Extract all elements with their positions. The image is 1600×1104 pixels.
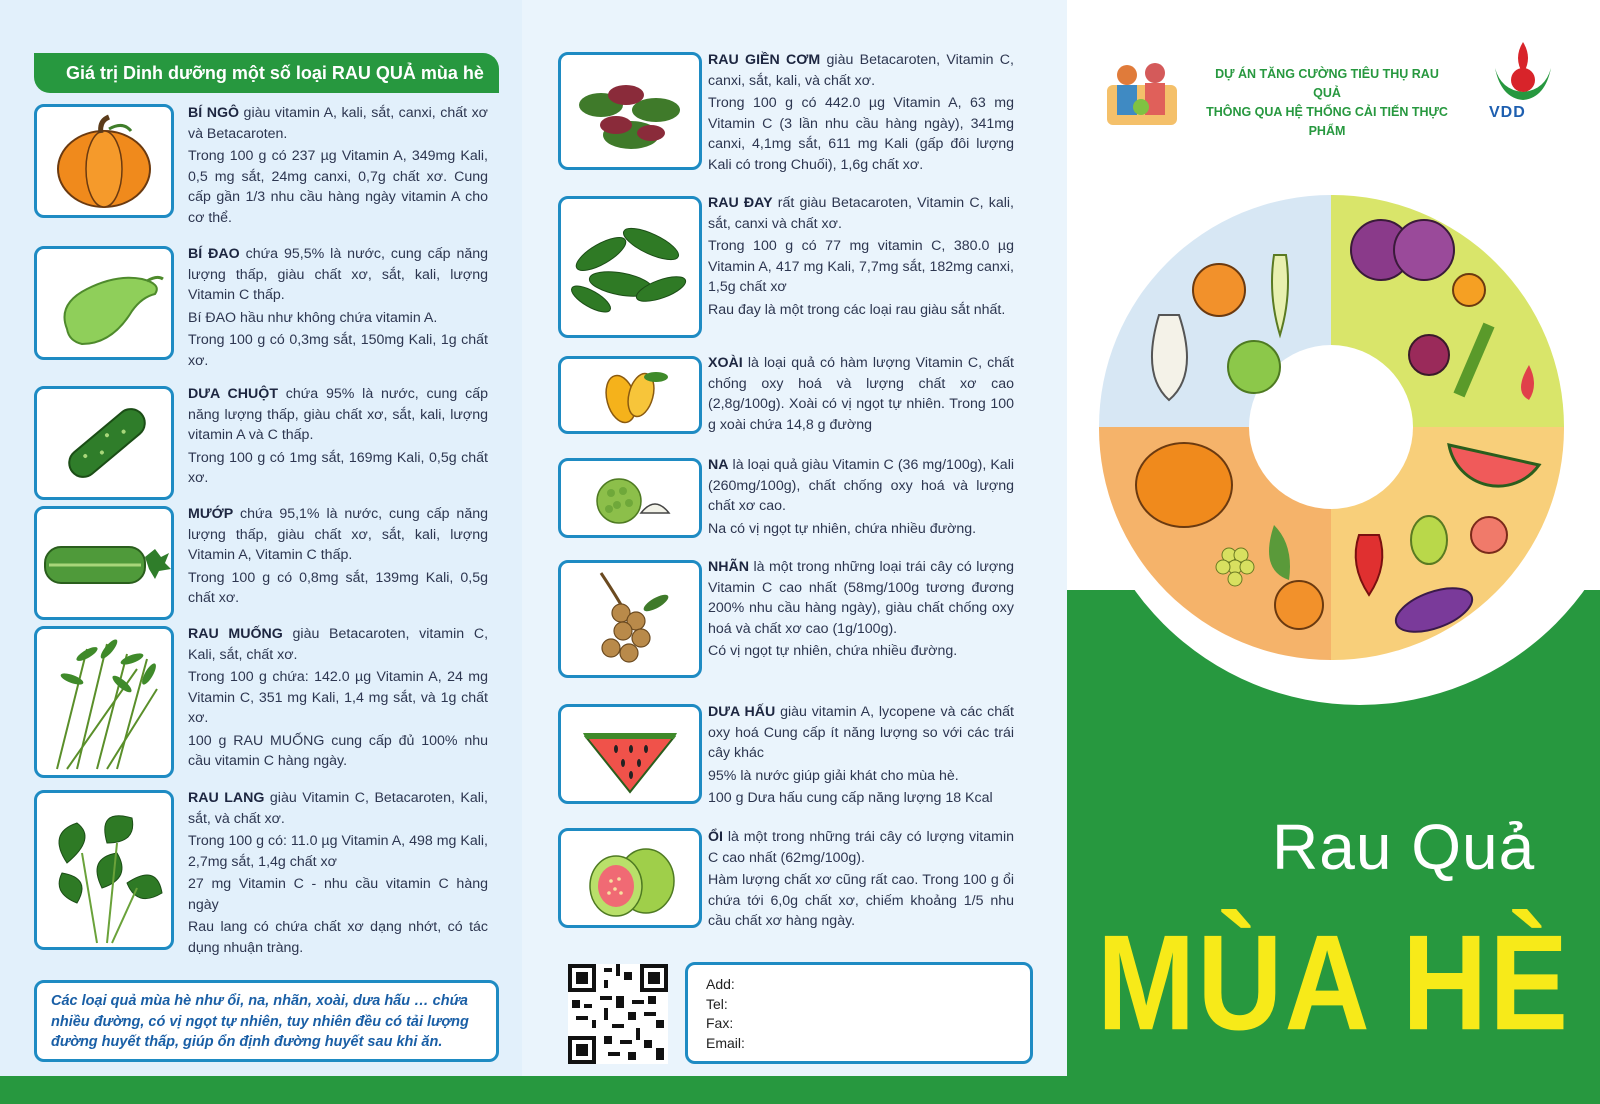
vegetable-wheel-illustration [1099, 195, 1564, 660]
bottom-green-strip [0, 1076, 1067, 1104]
longan-image [558, 560, 702, 678]
sweet-potato-leaves-text: RAU LANG giàu Vitamin C, Betacaroten, Kali, sắt, và chất xơ. Trong 100 g có: 11.0 µg Vitamin A, 498 mg Kali, 2,7mg sắt, 1,4g chất xơ 27 mg Vitamin C - nhu cầu vitamin C hàng ngày Rau lang có chứa chất xơ dạng nhớt, có tác dụng nhuận tràng. [188, 790, 488, 956]
winter-melon-text: BÍ ĐAO chứa 95,5% là nước, cung cấp năng lượng thấp, giàu chất xơ, sắt, kali, lượng Vitamin C thấp. Bí ĐAO hầu như không chứa vitamin A. Trong 100 g có 0,3mg sắt, 150mg Kali, 1g chất xơ. [188, 246, 489, 369]
guava-text: ỔI là một trong những trái cây có lượng vitamin C cao nhất (62mg/100g). Hàm lượng chất xơ cũng rất cao. Trong 100 g ổi chứa tới 6,0g chất xơ, chiếm khoảng 1/5 nhu cầu chất xơ hàng ngày. [708, 829, 1014, 929]
cucumber-text: DƯA CHUỘT chứa 95% là nước, cung cấp năng lượng thấp, giàu chất xơ, sắt, kali, lượng vitamin A và C thấp. Trong 100 g có 1mg sắt, 169mg Kali, 0,5g chất xơ. [188, 386, 488, 486]
longan-text: NHÃN là một trong những loại trái cây có lượng Vitamin C cao nhất (58mg/100g tương đương 200% nhu cầu hàng ngày), giàu chất chống oxy hoá và chất xơ cao (1g/100g). Có vị ngọt tự nhiên, chứa nhiều đường. [708, 559, 1014, 659]
custard-apple-text: NA là loại quả giàu Vitamin C (36 mg/100g), Kali (260mg/100g), chất chống oxy hoá và lượng chất xơ cao. Na có vị ngọt tự nhiên, chứa nhiều đường. [708, 457, 1014, 537]
water-spinach-text: RAU MUỐNG giàu Betacaroten, vitamin C, Kali, sắt, chất xơ. Trong 100 g chứa: 142.0 µg Vitamin A, 24 mg Vitamin C, 351 mg Kali, 1,4 mg sắt, và 1g chất xơ. 100 g RAU MUỐNG cung cấp đủ 100% nhu cầu vitamin C hàng ngày. [188, 626, 489, 769]
watermelon-text: DƯA HẤU giàu vitamin A, lycopene và các chất oxy hoá Cung cấp ít năng lượng so với các trái cây khác 95% là nước giúp giải khát cho mùa hè. 100 g Dưa hấu cung cấp năng lượng 18 Kcal [708, 704, 1014, 806]
luffa-image [34, 506, 174, 620]
jute-leaves-image [558, 196, 702, 338]
watermelon-image [558, 704, 702, 804]
luffa-text: MƯỚP chứa 95,1% là nước, cung cấp năng lượng thấp, giàu chất xơ, sắt, kali, lượng Vitamin A, Vitamin C thấp. Trong 100 g có 0,8mg sắt, 139mg Kali, 0,5g chất xơ. [188, 506, 488, 606]
jute-leaves-text: RAU ĐAY rất giàu Betacaroten, Vitamin C, kali, sắt, canxi và chất xơ. Trong 100 g có 77 mg vitamin C, 380.0 µg Vitamin A, 417 mg Kali, 7,7mg sắt, 182mg canxi, 1,5g chất xơ Rau đay là một trong các loại rau giàu sắt nhất. [708, 195, 1014, 318]
cucumber-image [34, 386, 174, 500]
contact-address: Add: [706, 976, 735, 992]
water-spinach-image [34, 626, 174, 778]
glycemic-note: Các loại quả mùa hè như ổi, na, nhãn, xoài, dưa hấu … chứa nhiều đường, có vị ngọt tự nhiên, tuy nhiên đều có tải lượng đường huyết thấp, giúp ổn định đường huyết sau khi ăn. [34, 980, 499, 1062]
cover-panel [1067, 0, 1600, 1104]
contact-tel: Tel: [706, 995, 728, 1012]
mango-image [558, 356, 702, 434]
middle-panel [522, 0, 1067, 1104]
vdd-logo-text: VDD [1489, 104, 1526, 121]
cover-title: MÙA HÈ [1097, 907, 1571, 1060]
guava-image [558, 828, 702, 928]
mango-text: XOÀI là loại quả có hàm lượng Vitamin C, chất chống oxy hoá và lượng chất xơ cao (2,8g/100g). Xoài có vị ngọt tự nhiên. Trong 100 g xoài chứa 14,8 g đường [708, 355, 1014, 433]
amaranth-image [558, 52, 702, 170]
contact-fax: Fax: [706, 1015, 734, 1031]
project-name: DỰ ÁN TĂNG CƯỜNG TIÊU THỤ RAU QUẢ THÔNG QUA HỆ THỐNG CẢI TIẾN THỰC PHẨM [1206, 67, 1448, 138]
pumpkin-text: BÍ NGÔ giàu vitamin A, kali, sắt, canxi, chất xơ và Betacaroten. Trong 100 g có 237 µg Vitamin A, 349mg Kali, 0,5 mg sắt, 24mg canxi, 0,7g chất xơ. Cung cấp gần 1/3 nhu cầu hàng ngày vitamin A cho cơ thể. [188, 105, 488, 226]
contact-email: Email: [706, 1034, 745, 1051]
section-title: Giá trị Dinh dưỡng một số loại RAU QUẢ mùa hè [34, 53, 499, 93]
custard-apple-image [558, 458, 702, 538]
sweet-potato-leaves-image [34, 790, 174, 950]
contact-box [685, 962, 1033, 1064]
pumpkin-image [34, 104, 174, 218]
winter-melon-image [34, 246, 174, 360]
campaign-logo [1097, 45, 1187, 135]
qr-code[interactable] [568, 964, 668, 1064]
cover-subtitle: Rau Quả [1272, 811, 1536, 883]
amaranth-text: RAU GIỀN CƠM giàu Betacaroten, Vitamin C, canxi, sắt, kali, và chất xơ. Trong 100 g có 442.0 µg Vitamin A, 63 mg Vitamin C (3 lần nhu cầu hàng ngày), 341mg canxi, 4,1mg sắt, 611 mg Kali (gấp đôi lượng Kali có trong Chuối), 1,6g chất xơ. [708, 52, 1014, 173]
left-panel [0, 0, 522, 1104]
